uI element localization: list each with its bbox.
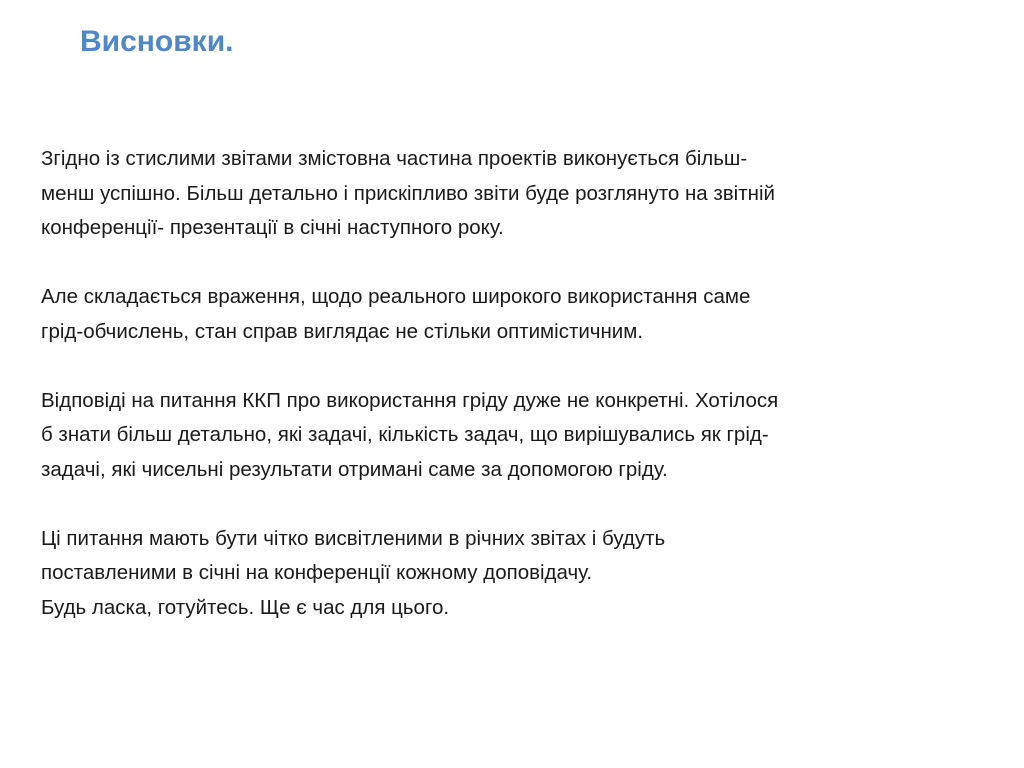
paragraph-reports-summary — [41, 142, 1001, 246]
slide-title: Висновки. — [80, 25, 234, 58]
paragraph-line: Ці питання мають бути чітко висвітленими в річних звітах і будуть — [41, 526, 666, 550]
paragraph-line: менш успішно. Більш детально і прискіпливо звіти буде розглянуто на звітній — [41, 181, 775, 205]
paragraph-line: грід-обчислень, стан справ виглядає не стільки оптимістичним. — [41, 319, 644, 343]
slide-body — [41, 142, 1001, 625]
paragraph-line: задачі, які чисельні результати отримані саме за допомогою гріду. — [41, 457, 668, 481]
paragraph-grid-usage-impression — [41, 280, 1001, 349]
paragraph-line: Але складається враження, щодо реального широкого використання саме — [41, 285, 751, 308]
paragraph-line: б знати більш детально, які задачі, кількість задач, що вирішувались як грід- — [41, 423, 769, 446]
paragraph-line: конференції- презентації в січні наступного року. — [41, 216, 504, 239]
paragraph-annual-reports-request — [41, 522, 1001, 626]
paragraph-line: Будь ласка, готуйтесь. Ще є час для цього. — [41, 595, 450, 619]
paragraph-kkp-answers — [41, 384, 1001, 488]
paragraph-line: Згідно із стислими звітами змістовна частина проектів виконується більш- — [41, 147, 748, 170]
paragraph-line: поставленими в січні на конференції кожному доповідачу. — [41, 561, 593, 584]
paragraph-line: Відповіді на питання ККП про використання гріду дуже не конкретні. Хотілося — [41, 388, 779, 412]
